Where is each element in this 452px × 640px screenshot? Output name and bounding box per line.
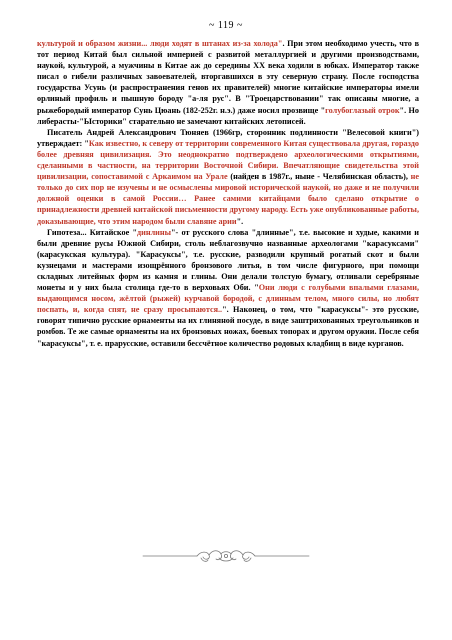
text-run: ". Но либерасты-"Ысторики" старательно не замечают китайских летописей. bbox=[37, 105, 419, 126]
text-run: ". bbox=[236, 216, 244, 226]
highlighted-quote: голубоглазый отрок bbox=[325, 105, 400, 115]
text-run: . При этом необходимо учесть, что в тот период Китай был сильной империей с развитой металлургией и другими производствами, наукой, культурой, а мужчины в Китае аж до середины XX века ходили в юбках. Император также писал о гибели различных завоевателей, вторгавшихся в эту северную страну. После господства государства Усунь (и распространения генов их правителей) многие китайские императоры имели орлиный профиль и пышную бороду "а-ля рус". В "Троецарствовании" так описаны многие, а рыжебородый император Сунь Цюань (182-252г. н.э.) даже носил прозвище " bbox=[37, 39, 419, 115]
text-run: ". Наконец, о том, что "карасуксы"- это русские, говорят типично русские орнаменты на их глиняной посуде, в виде заштрихованных треугольников и ромбов. Те же самые орнаменты на их бронзовых ножах, боевых топорах и другом оружии. После себя "карасуксы", т. е. прарусские, оставили бессчётное количество родовых кладбищ в виде курганов. bbox=[37, 305, 419, 348]
text-run: Гипотеза... Китайское " bbox=[47, 227, 137, 237]
text-run: Писатель Андрей Александрович Тюняев (1966гр, сторонник подлинности "Велесовой книги") утверждает: " bbox=[37, 127, 419, 148]
text-run: "- от русского слова "длинные", т.е. высокие и худые, какими и были древние русы Южной Сибири, столь неблагозвучно названные археологами "карасуксами" (карасукская культура). "Карасуксы", т.е. русские, разводили крупный рогатый скот и были кузнецами и мастерами изощрённого бронзового литья, в том числе фигурного, при помощи складных литейных форм из камня и глины. Они делали толстую бумагу, отливали серебряные монеты и у них была столица где-то в верховьях Оби. " bbox=[37, 227, 419, 293]
page-number: ~ 119 ~ bbox=[209, 20, 243, 31]
body-text bbox=[37, 38, 419, 349]
highlighted-quote: динлины bbox=[137, 227, 171, 237]
paragraph-3 bbox=[37, 227, 419, 349]
text-run: (найден в 1987г., ныне - Челябинская область), bbox=[227, 172, 411, 182]
highlighted-quote: культурой и образом жизни... люди ходят в штанах из-за холода" bbox=[37, 39, 283, 48]
paragraph-2 bbox=[37, 127, 419, 227]
decorative-flourish-icon bbox=[141, 548, 311, 564]
highlighted-quote: Они люди с голубыми впалыми глазами, выдающимся носом, жёлтой (рыжей) курчавой бородой, с длинным телом, много силы, но любят поспать, и, когда спят, не сразу просыпаются.. bbox=[37, 283, 419, 315]
paragraph-1 bbox=[37, 38, 419, 127]
highlighted-quote: не только до сих пор не изучены и не осмыслены мировой исторической наукой, но даже и не получили должной оценки в самой России… Ранее самими китайцами было сделано открытие о принадлежности древней китайской письменности другому народу. Есть уже опубликованные работы, доказывающие, что этим народом были славяне арии bbox=[37, 172, 419, 226]
highlighted-quote: Как известно, к северу от территории современного Китая существовала другая, гораздо более древняя цивилизация. Это неоднократно подтверждено археологическими открытиями, сделанными в частности, на территории Восточной Сибири. Впечатляющие свидетельства этой цивилизации, сопоставимой с Аркаимом на Урале bbox=[37, 138, 419, 182]
